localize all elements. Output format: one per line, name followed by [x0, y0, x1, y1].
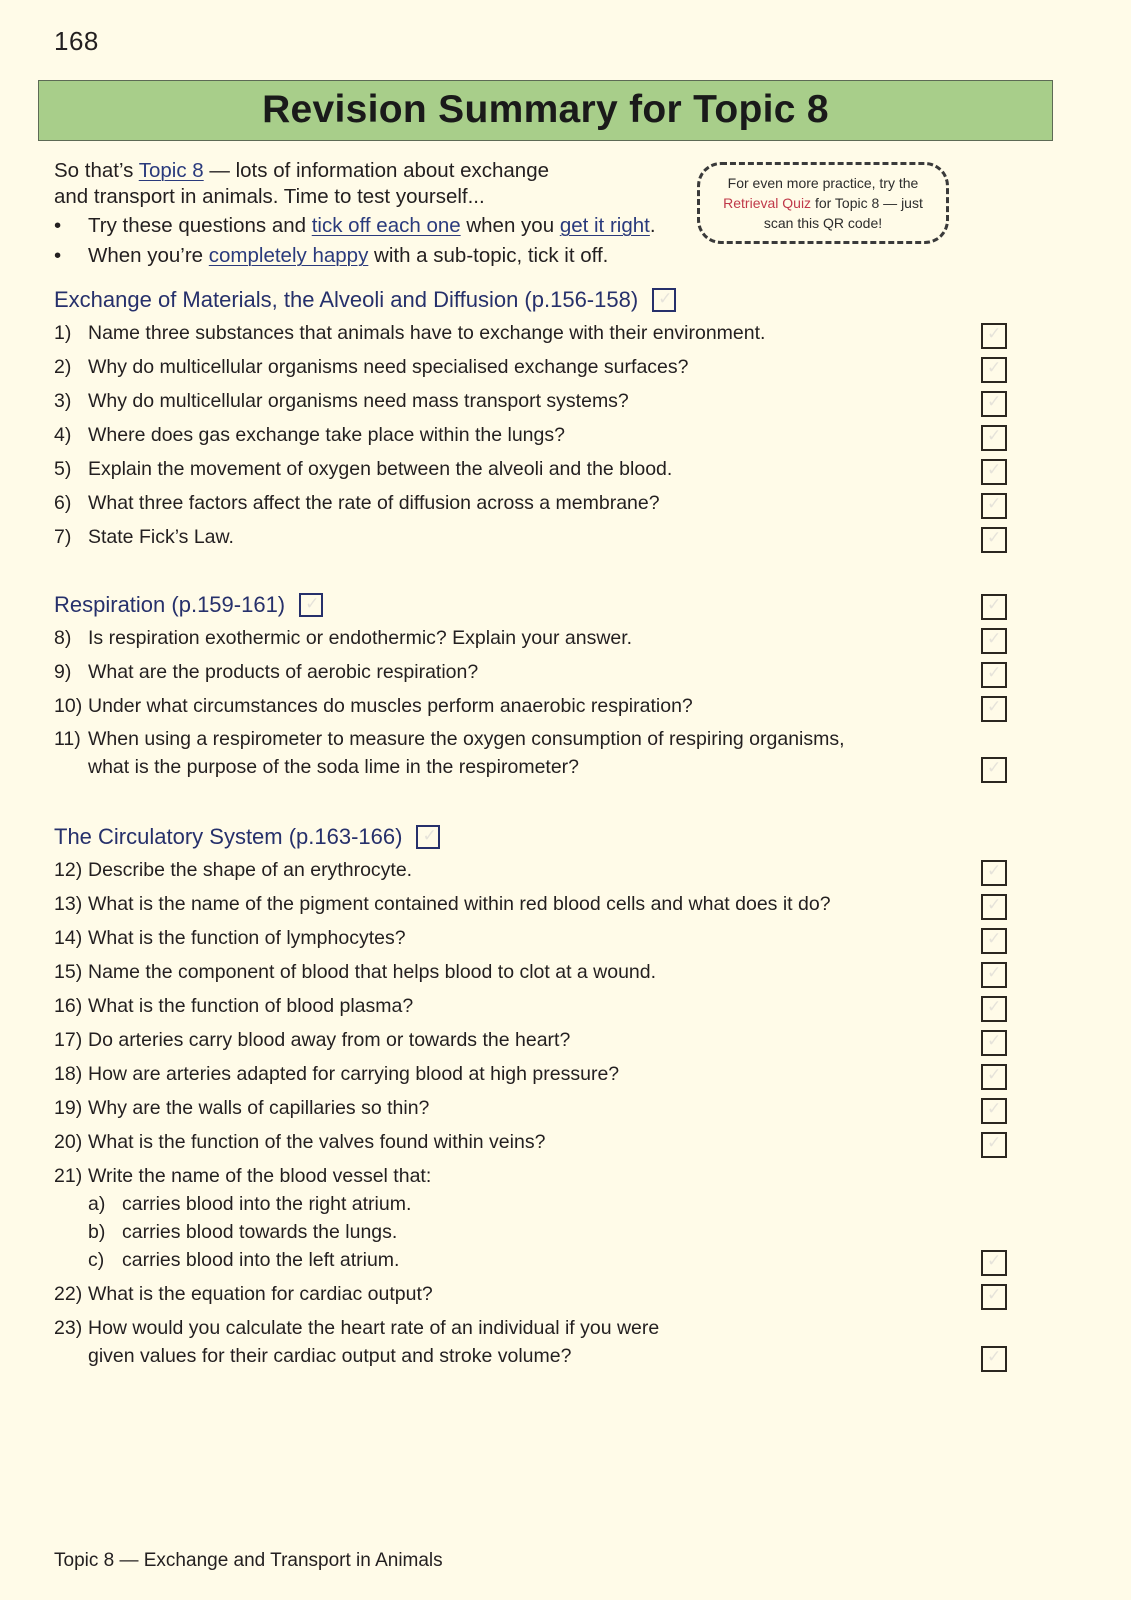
completely-happy-link[interactable]: completely happy — [208, 244, 369, 267]
question-item — [54, 856, 412, 884]
get-it-right-link[interactable]: get it right — [559, 214, 650, 237]
tick-box[interactable] — [981, 1284, 1007, 1310]
sub-question-item — [54, 1218, 397, 1246]
tick-box[interactable] — [981, 527, 1007, 553]
tick-off-link[interactable]: tick off each one — [311, 214, 461, 237]
bullet-text: with a sub-topic, tick it off. — [368, 244, 609, 267]
tick-box[interactable] — [981, 1064, 1007, 1090]
question-number: 7) — [54, 526, 72, 548]
retrieval-quiz-link[interactable]: Retrieval Quiz — [723, 195, 812, 211]
question-text: What three factors affect the rate of diffusion across a membrane? — [88, 492, 660, 514]
question-item — [54, 1026, 570, 1054]
question-text: Why do multicellular organisms need mass transport systems? — [88, 390, 629, 412]
question-item — [54, 658, 478, 686]
question-item — [54, 1128, 545, 1156]
question-number: 10) — [54, 695, 83, 717]
question-item — [54, 1094, 429, 1122]
question-text: What is the function of the valves found within veins? — [88, 1131, 546, 1153]
question-text: Where does gas exchange take place within the lungs? — [88, 424, 565, 446]
question-text: Under what circumstances do muscles perform anaerobic respiration? — [88, 695, 693, 717]
question-continuation — [54, 1342, 571, 1370]
question-number: 9) — [54, 661, 72, 683]
question-number: 6) — [54, 492, 72, 514]
question-text: What are the products of aerobic respiration? — [88, 661, 479, 683]
tick-box[interactable] — [981, 425, 1007, 451]
tick-box[interactable] — [981, 1098, 1007, 1124]
question-number: 12) — [54, 859, 83, 881]
question-text: Name the component of blood that helps blood to clot at a wound. — [88, 961, 657, 983]
tick-box[interactable] — [981, 323, 1007, 349]
sub-question-letter: b) — [88, 1221, 106, 1243]
intro-text: So that’s — [54, 159, 139, 182]
question-number: 14) — [54, 927, 83, 949]
sub-question-letter: c) — [88, 1249, 105, 1271]
sub-question-letter: a) — [88, 1193, 106, 1215]
question-item — [54, 1162, 431, 1190]
qr-note-line: For even more practice, try the — [727, 175, 919, 191]
question-number: 3) — [54, 390, 72, 412]
intro-line-2: and transport in animals. Time to test yourself... — [54, 185, 485, 208]
question-item — [54, 523, 234, 551]
question-text: When using a respirometer to measure the oxygen consumption of respiring organisms, — [88, 728, 845, 750]
page-number: 168 — [54, 26, 99, 56]
bullet-text: . — [649, 214, 656, 237]
question-item — [54, 1314, 659, 1342]
tick-box[interactable] — [981, 1346, 1007, 1372]
question-number: 1) — [54, 322, 72, 344]
question-item — [54, 725, 845, 753]
intro-text: — lots of information about exchange — [203, 159, 549, 182]
tick-box[interactable] — [981, 357, 1007, 383]
question-text: Write the name of the blood vessel that: — [88, 1165, 432, 1187]
bullet-text: When you’re — [88, 244, 209, 267]
question-text: What is the equation for cardiac output? — [88, 1283, 433, 1305]
page-footer: Topic 8 — Exchange and Transport in Animals — [54, 1550, 443, 1571]
question-text: Name three substances that animals have to exchange with their environment. — [88, 322, 766, 344]
question-text: what is the purpose of the soda lime in the respirometer? — [88, 756, 580, 778]
sub-question-text: carries blood into the left atrium. — [122, 1249, 400, 1271]
question-number: 19) — [54, 1097, 83, 1119]
question-continuation — [54, 753, 579, 781]
section-heading-text: Exchange of Materials, the Alveoli and Diffusion (p.156-158) — [54, 287, 639, 312]
question-item — [54, 455, 672, 483]
tick-box[interactable] — [981, 928, 1007, 954]
question-text: What is the function of blood plasma? — [88, 995, 414, 1017]
question-number: 2) — [54, 356, 72, 378]
question-text: How would you calculate the heart rate of an individual if you were — [88, 1317, 660, 1339]
bullet-icon: • — [54, 244, 62, 267]
question-number: 17) — [54, 1029, 83, 1051]
question-text: Why are the walls of capillaries so thin? — [88, 1097, 430, 1119]
question-number: 18) — [54, 1063, 83, 1085]
sub-question-item — [54, 1190, 411, 1218]
question-number: 22) — [54, 1283, 83, 1305]
question-text: Why do multicellular organisms need specialised exchange surfaces? — [88, 356, 689, 378]
tick-box[interactable] — [981, 996, 1007, 1022]
tick-box[interactable] — [981, 459, 1007, 485]
question-text: Describe the shape of an erythrocyte. — [88, 859, 413, 881]
title-bar — [38, 80, 1053, 141]
bullet-text: when you — [460, 214, 560, 237]
question-number: 21) — [54, 1165, 83, 1187]
qr-note-box — [697, 162, 949, 244]
question-item — [54, 387, 629, 415]
question-text: What is the name of the pigment contained within red blood cells and what does it do? — [88, 893, 831, 915]
question-item — [54, 924, 406, 952]
question-item — [54, 421, 565, 449]
question-item — [54, 319, 765, 347]
sub-question-text: carries blood into the right atrium. — [122, 1193, 412, 1215]
question-item — [54, 992, 413, 1020]
question-text: Explain the movement of oxygen between the alveoli and the blood. — [88, 458, 673, 480]
question-item — [54, 958, 656, 986]
qr-note-text: for Topic 8 — just — [811, 195, 923, 211]
bullet-item — [54, 244, 608, 268]
qr-note-line — [723, 193, 923, 213]
section-heading — [54, 824, 440, 850]
section-tick-box[interactable] — [652, 288, 676, 312]
question-text: given values for their cardiac output and stroke volume? — [88, 1345, 572, 1367]
tick-box[interactable] — [981, 1250, 1007, 1276]
question-number: 11) — [54, 728, 81, 750]
bullet-text: Try these questions and — [88, 214, 312, 237]
tick-box[interactable] — [981, 894, 1007, 920]
question-number: 20) — [54, 1131, 83, 1153]
question-text: How are arteries adapted for carrying blood at high pressure? — [88, 1063, 620, 1085]
question-number: 16) — [54, 995, 83, 1017]
section-heading-text: The Circulatory System (p.163-166) — [54, 824, 403, 849]
question-number: 8) — [54, 627, 72, 649]
section-heading-text: Respiration (p.159-161) — [54, 592, 286, 617]
question-number: 23) — [54, 1317, 83, 1339]
topic-link[interactable]: Topic 8 — [138, 159, 204, 182]
tick-box[interactable] — [981, 391, 1007, 417]
tick-box[interactable] — [981, 1132, 1007, 1158]
intro-line-1 — [54, 158, 549, 183]
section-tick-box[interactable] — [416, 825, 440, 849]
question-item — [54, 353, 688, 381]
question-number: 15) — [54, 961, 83, 983]
question-text: What is the function of lymphocytes? — [88, 927, 406, 949]
question-item — [54, 692, 693, 720]
tick-box[interactable] — [981, 594, 1007, 620]
tick-box[interactable] — [981, 962, 1007, 988]
bullet-icon: • — [54, 214, 62, 237]
question-text: State Fick’s Law. — [88, 526, 234, 548]
tick-box[interactable] — [981, 493, 1007, 519]
question-item — [54, 489, 660, 517]
sub-question-text: carries blood towards the lungs. — [122, 1221, 398, 1243]
page-title: Revision Summary for Topic 8 — [262, 87, 829, 131]
tick-box[interactable] — [981, 696, 1007, 722]
question-text: Do arteries carry blood away from or towards the heart? — [88, 1029, 571, 1051]
sub-question-item — [54, 1246, 399, 1274]
tick-box[interactable] — [981, 1030, 1007, 1056]
tick-box[interactable] — [981, 757, 1007, 783]
question-item — [54, 890, 831, 918]
qr-note-line: scan this QR code! — [763, 215, 883, 231]
question-item — [54, 1280, 433, 1308]
section-heading — [54, 592, 323, 618]
tick-box[interactable] — [981, 628, 1007, 654]
tick-box[interactable] — [981, 860, 1007, 886]
section-tick-box[interactable] — [299, 593, 323, 617]
tick-box[interactable] — [981, 662, 1007, 688]
question-item — [54, 624, 632, 652]
question-number: 5) — [54, 458, 72, 480]
bullet-item — [54, 214, 656, 238]
question-number: 4) — [54, 424, 72, 446]
question-item — [54, 1060, 619, 1088]
question-text: Is respiration exothermic or endothermic? Explain your answer. — [88, 627, 633, 649]
section-heading — [54, 287, 676, 313]
question-number: 13) — [54, 893, 83, 915]
